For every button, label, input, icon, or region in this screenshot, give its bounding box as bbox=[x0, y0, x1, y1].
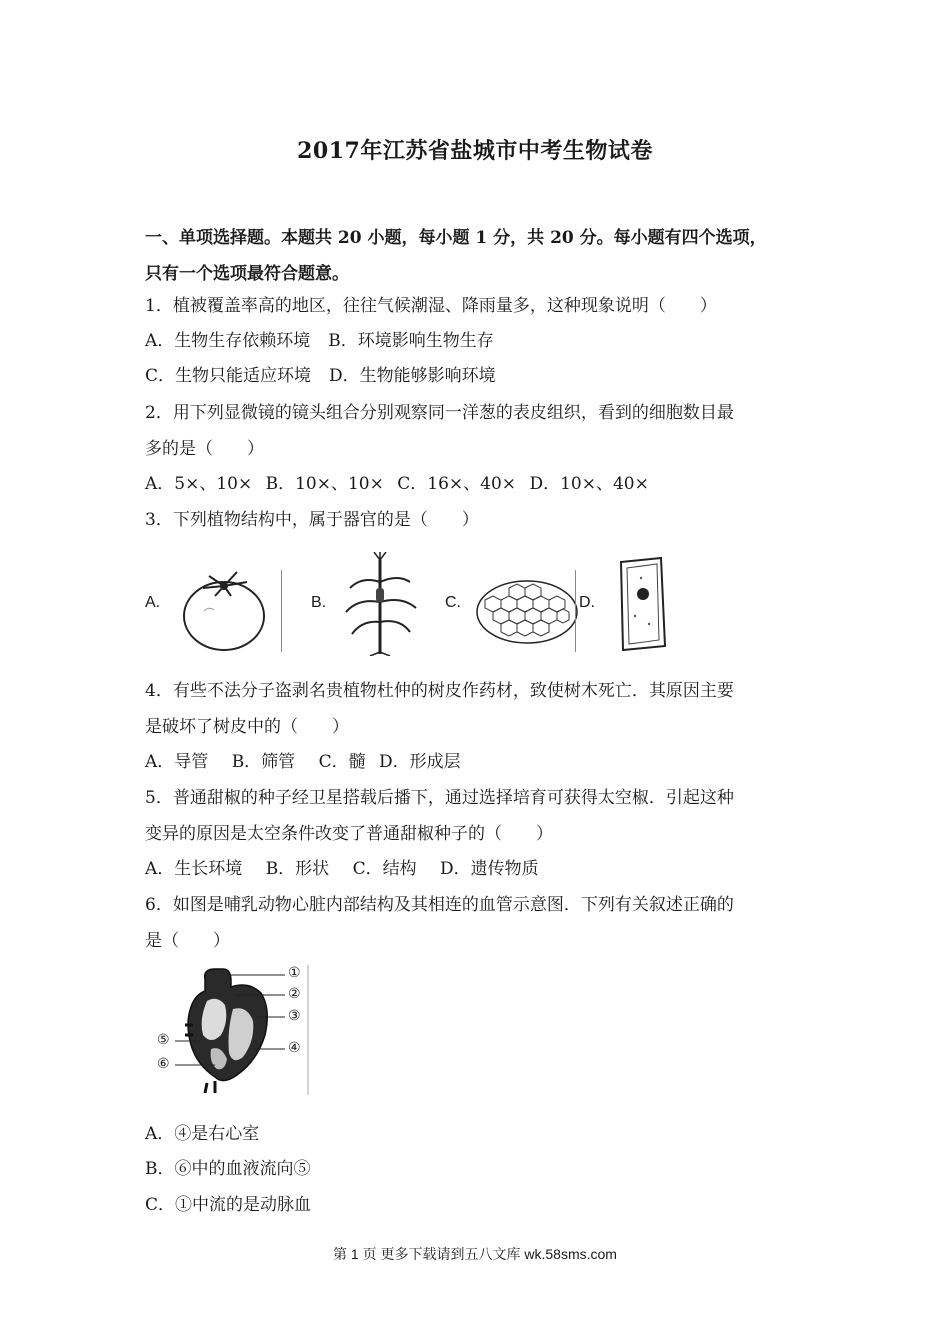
q1-options-row-1 bbox=[145, 329, 512, 353]
q2-option-c: C．16×、40× bbox=[397, 474, 517, 494]
q1-option-d: D．生物能够影响环境 bbox=[329, 366, 496, 386]
tissue-cells-icon bbox=[475, 578, 579, 646]
q1-stem: 1．植被覆盖率高的地区，往往气候潮湿、降雨量多，这种现象说明（ ） bbox=[145, 296, 717, 316]
q1-options-row-2 bbox=[145, 364, 514, 388]
q5-option-d: D．遗传物质 bbox=[440, 859, 539, 879]
q3-separator-1 bbox=[281, 570, 282, 652]
section-heading-line-1: 一、单项选择题。本题共 20 小题，每小题 1 分，共 20 分。每小题有四个选项， bbox=[145, 228, 767, 248]
q4-option-d: D．形成层 bbox=[379, 752, 461, 772]
heart-label-2: ② bbox=[288, 986, 301, 1002]
q4-option-a: A．导管 bbox=[145, 752, 209, 772]
exam-title: 2017年江苏省盐城市中考生物试卷 bbox=[297, 138, 653, 164]
q2-option-d: D．10×、40× bbox=[529, 474, 649, 494]
q3-label-b: B. bbox=[311, 594, 327, 611]
section-heading-line-2: 只有一个选项最符合题意。 bbox=[145, 264, 349, 284]
page-footer: 第 1 页 更多下载请到五八文库 wk.58sms.com bbox=[333, 1246, 617, 1262]
heart-icon bbox=[145, 965, 310, 1095]
q4-option-c: C．髓 bbox=[318, 752, 366, 772]
q3-label-a: A. bbox=[145, 594, 161, 611]
q1-option-b: B．环境影响生物生存 bbox=[328, 331, 494, 351]
q4-option-b: B．筛管 bbox=[231, 752, 296, 772]
q2-option-b: B．10×、10× bbox=[265, 474, 384, 494]
section-heading bbox=[145, 220, 825, 292]
heart-diagram bbox=[145, 965, 310, 1095]
heart-label-3: ③ bbox=[288, 1008, 301, 1024]
tomato-icon bbox=[179, 566, 269, 654]
q5-option-a: A．生长环境 bbox=[145, 859, 243, 879]
heart-label-1: ① bbox=[288, 965, 301, 981]
q3-label-d: D. bbox=[579, 594, 595, 611]
q2-option-a: A．5×、10× bbox=[145, 474, 253, 494]
q3-figure-row bbox=[145, 548, 595, 658]
q6-option-c: C．①中流的是动脉血 bbox=[145, 1195, 312, 1215]
q5-option-c: C．结构 bbox=[352, 859, 417, 879]
q5-stem-line-1: 5．普通甜椒的种子经卫星搭载后播下，通过选择培育可获得太空椒．引起这种 bbox=[145, 788, 734, 808]
q2-options bbox=[145, 472, 657, 496]
q6-option-b: B．⑥中的血液流向⑤ bbox=[145, 1159, 311, 1179]
q6-option-a: A．④是右心室 bbox=[145, 1124, 260, 1144]
heart-label-4: ④ bbox=[288, 1040, 301, 1056]
plant-cell-icon bbox=[613, 554, 671, 654]
q5-options bbox=[145, 857, 557, 881]
q3-stem: 3．下列植物结构中，属于器官的是（ ） bbox=[145, 510, 479, 530]
q5-stem-line-2: 变异的原因是太空条件改变了普通甜椒种子的（ ） bbox=[145, 824, 553, 844]
q1-option-a: A．生物生存依赖环境 bbox=[145, 331, 311, 351]
q2-stem-line-2: 多的是（ ） bbox=[145, 439, 264, 459]
q4-stem-line-1: 4．有些不法分子盗剥名贵植物杜仲的树皮作药材，致使树木死亡．其原因主要 bbox=[145, 681, 734, 701]
q3-separator-2 bbox=[575, 570, 576, 652]
q3-label-c: C. bbox=[445, 594, 461, 611]
q1-option-c: C．生物只能适应环境 bbox=[145, 366, 312, 386]
q4-options bbox=[145, 750, 479, 774]
corn-plant-icon bbox=[340, 552, 420, 656]
q2-stem-line-1: 2．用下列显微镜的镜头组合分别观察同一洋葱的表皮组织，看到的细胞数目最 bbox=[145, 403, 734, 423]
heart-label-5: ⑤ bbox=[157, 1032, 170, 1048]
q6-stem-line-1: 6．如图是哺乳动物心脏内部结构及其相连的血管示意图．下列有关叙述正确的 bbox=[145, 895, 734, 915]
q5-option-b: B．形状 bbox=[265, 859, 330, 879]
q4-stem-line-2: 是破坏了树皮中的（ ） bbox=[145, 717, 349, 737]
heart-label-6: ⑥ bbox=[157, 1056, 170, 1072]
q6-stem-line-2: 是（ ） bbox=[145, 931, 230, 951]
